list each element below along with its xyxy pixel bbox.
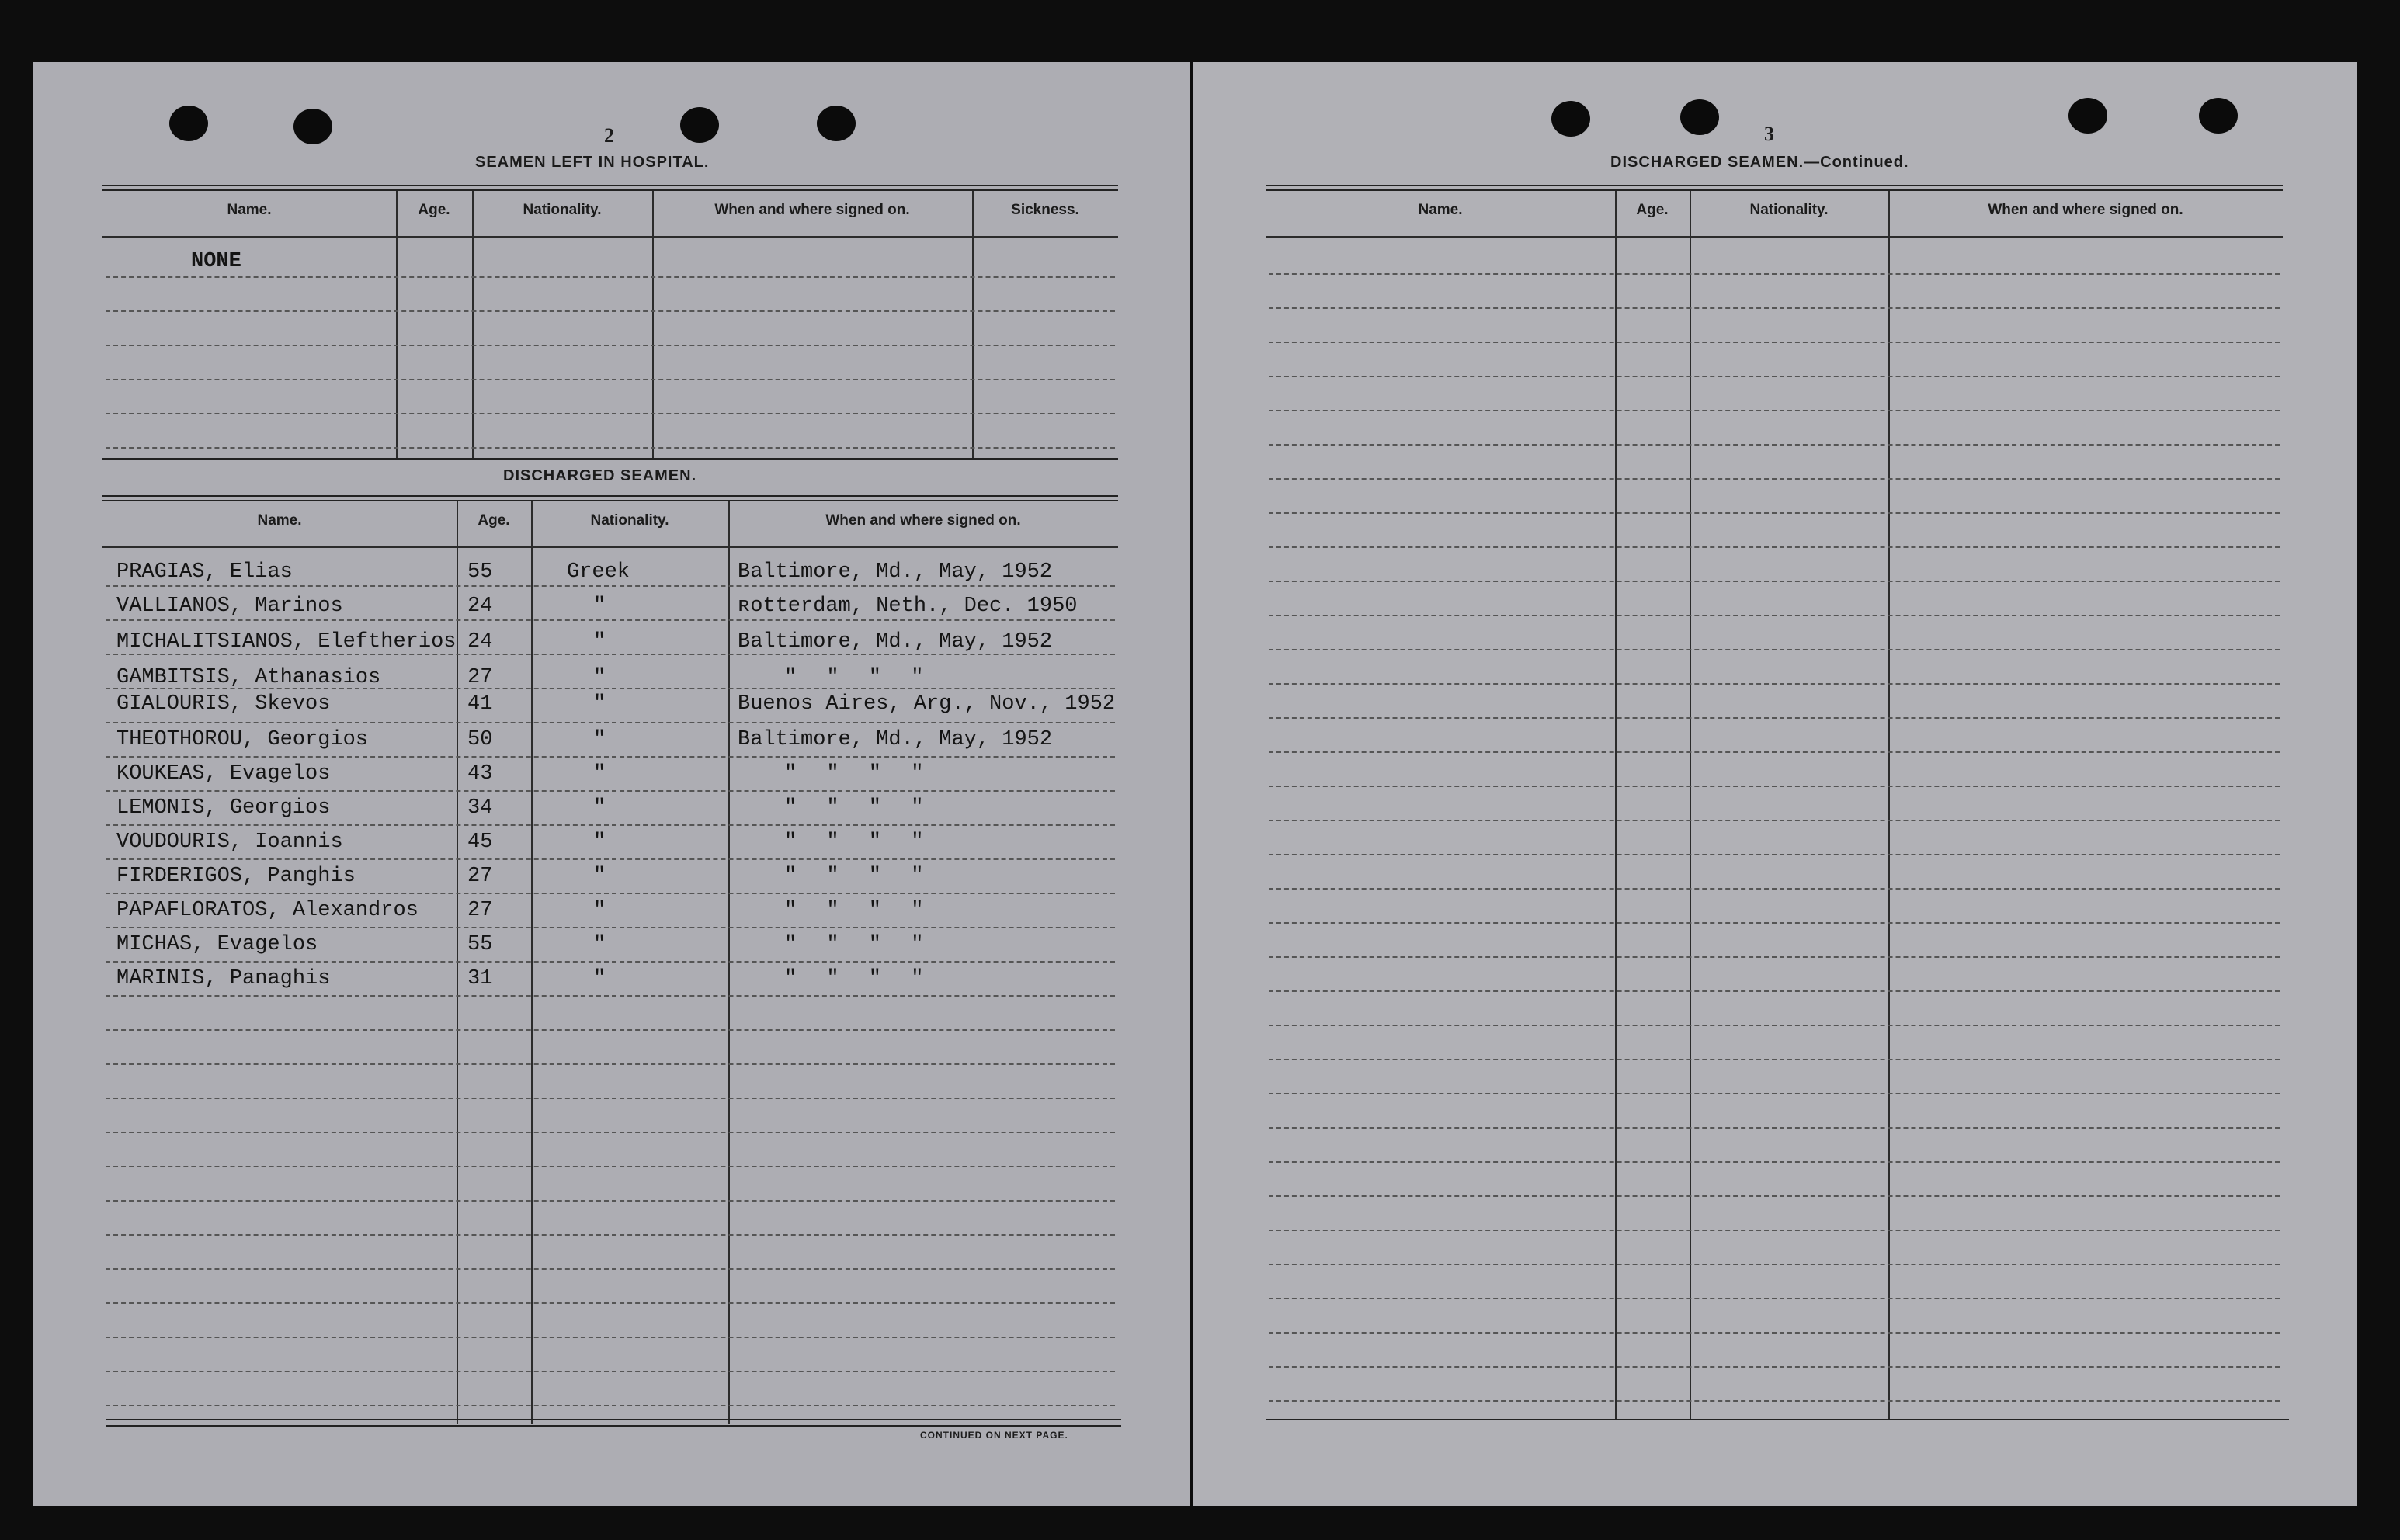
row-rule — [1269, 1264, 2280, 1265]
left-page — [33, 62, 1190, 1506]
seaman-nationality: " — [593, 796, 606, 820]
row-rule — [1269, 444, 2280, 446]
table-top-rule — [102, 495, 1118, 497]
table-top-rule — [1266, 189, 2283, 191]
row-rule — [106, 927, 1115, 928]
table-bottom-rule — [1266, 1419, 2289, 1420]
continued-section-title: DISCHARGED SEAMEN.—Continued. — [1610, 154, 1909, 171]
column-header: Nationality. — [1749, 202, 1829, 218]
seaman-age: 50 — [467, 728, 493, 751]
row-rule — [106, 961, 1115, 962]
row-rule — [1269, 786, 2280, 787]
seaman-nationality: " — [593, 967, 606, 990]
seaman-age: 27 — [467, 899, 493, 922]
row-rule — [1269, 1195, 2280, 1197]
seaman-nationality: Greek — [567, 560, 630, 584]
row-rule — [1269, 1127, 2280, 1129]
seaman-age: 24 — [467, 595, 493, 618]
row-rule — [106, 1166, 1115, 1167]
table-bottom-rule — [106, 1425, 1121, 1427]
column-header: Age. — [418, 202, 450, 218]
column-header: When and where signed on. — [825, 512, 1021, 529]
signed-on: " " " " — [784, 796, 924, 820]
signed-on: " " " " — [784, 831, 924, 854]
seaman-nationality: " — [593, 666, 606, 689]
table-bottom-rule — [102, 458, 1118, 460]
seaman-age: 55 — [467, 560, 493, 584]
column-header: Name. — [1418, 202, 1463, 218]
column-header: Name. — [227, 202, 272, 218]
signed-on: Baltimore, Md., May, 1952 — [738, 560, 1053, 584]
row-rule — [106, 345, 1115, 346]
row-rule — [106, 1132, 1115, 1133]
seaman-age: 41 — [467, 692, 493, 716]
seaman-name: FIRDERIGOS, Panghis — [116, 865, 356, 888]
header-rule — [1266, 236, 2283, 238]
row-rule — [106, 1200, 1115, 1202]
table-top-rule — [102, 185, 1118, 186]
table-top-rule — [1266, 185, 2283, 186]
row-rule — [1269, 615, 2280, 616]
column-rule — [972, 191, 974, 458]
column-header: Age. — [1636, 202, 1669, 218]
header-rule — [102, 546, 1118, 548]
row-rule — [1269, 1298, 2280, 1299]
column-rule — [396, 191, 398, 458]
row-rule — [106, 858, 1115, 860]
row-rule — [106, 1063, 1115, 1065]
header-rule — [102, 236, 1118, 238]
column-header: When and where signed on. — [714, 202, 910, 218]
row-rule — [106, 995, 1115, 997]
row-rule — [1269, 478, 2280, 480]
signed-on: " " " " — [784, 762, 924, 786]
column-rule — [531, 501, 533, 1424]
signed-on: " " " " — [784, 899, 924, 922]
column-header: Sickness. — [1011, 202, 1079, 218]
column-header: Age. — [478, 512, 510, 529]
row-rule — [106, 1405, 1115, 1406]
row-rule — [1269, 342, 2280, 343]
right-page — [1193, 62, 2357, 1506]
column-rule — [728, 501, 730, 1424]
seaman-name: LEMONIS, Georgios — [116, 796, 331, 820]
signed-on: Baltimore, Md., May, 1952 — [738, 728, 1053, 751]
seaman-name: THEOTHOROU, Georgios — [116, 728, 369, 751]
row-rule — [1269, 512, 2280, 514]
seaman-name: GIALOURIS, Skevos — [116, 692, 331, 716]
continued-note: CONTINUED ON NEXT PAGE. — [920, 1430, 1068, 1441]
row-rule — [1269, 922, 2280, 924]
seaman-nationality: " — [593, 831, 606, 854]
row-rule — [1269, 307, 2280, 309]
column-header: When and where signed on. — [1988, 202, 2183, 218]
row-rule — [106, 756, 1115, 758]
seaman-nationality: " — [593, 630, 606, 654]
row-rule — [106, 1371, 1115, 1372]
seaman-age: 31 — [467, 967, 493, 990]
punch-hole — [1680, 99, 1719, 135]
row-rule — [1269, 1366, 2280, 1368]
seaman-name: MARINIS, Panaghis — [116, 967, 331, 990]
seaman-age: 55 — [467, 933, 493, 956]
punch-hole — [169, 106, 208, 141]
row-rule — [1269, 546, 2280, 548]
row-rule — [106, 790, 1115, 792]
row-rule — [106, 413, 1115, 414]
seaman-age: 43 — [467, 762, 493, 786]
row-rule — [106, 619, 1115, 621]
row-rule — [106, 1234, 1115, 1236]
punch-hole — [680, 107, 719, 143]
seaman-age: 27 — [467, 865, 493, 888]
row-rule — [106, 1337, 1115, 1338]
row-rule — [1269, 1025, 2280, 1026]
row-rule — [106, 310, 1115, 312]
row-rule — [1269, 1230, 2280, 1231]
row-rule — [1269, 410, 2280, 411]
row-rule — [1269, 273, 2280, 275]
row-rule — [1269, 888, 2280, 890]
discharged-section-title: DISCHARGED SEAMEN. — [503, 467, 697, 484]
seaman-nationality: " — [593, 933, 606, 956]
column-rule — [472, 191, 474, 458]
seaman-nationality: " — [593, 692, 606, 716]
table-bottom-rule — [106, 1419, 1121, 1420]
row-rule — [1269, 1059, 2280, 1060]
row-rule — [106, 654, 1115, 655]
hospital-entry: NONE — [191, 250, 241, 273]
row-rule — [106, 276, 1115, 278]
punch-hole — [817, 106, 856, 141]
seaman-age: 27 — [467, 666, 493, 689]
row-rule — [106, 1268, 1115, 1270]
row-rule — [106, 893, 1115, 894]
punch-hole — [1551, 101, 1590, 137]
seaman-age: 24 — [467, 630, 493, 654]
row-rule — [106, 585, 1115, 587]
row-rule — [1269, 1400, 2280, 1402]
seaman-name: PAPAFLORATOS, Alexandros — [116, 899, 419, 922]
seaman-age: 34 — [467, 796, 493, 820]
page-number: 2 — [604, 124, 614, 147]
punch-hole — [2068, 98, 2107, 134]
row-rule — [1269, 990, 2280, 992]
column-rule — [457, 501, 458, 1424]
column-header: Nationality. — [523, 202, 602, 218]
seaman-nationality: " — [593, 899, 606, 922]
signed-on: " " " " — [784, 666, 924, 689]
row-rule — [106, 447, 1115, 449]
row-rule — [106, 1029, 1115, 1031]
seaman-name: VOUDOURIS, Ioannis — [116, 831, 343, 854]
row-rule — [106, 1302, 1115, 1304]
seaman-nationality: " — [593, 865, 606, 888]
column-header: Name. — [257, 512, 302, 529]
table-top-rule — [102, 189, 1118, 191]
row-rule — [106, 824, 1115, 826]
signed-on: Baltimore, Md., May, 1952 — [738, 630, 1053, 654]
row-rule — [1269, 1093, 2280, 1094]
seaman-name: GAMBITSIS, Athanasios — [116, 666, 381, 689]
row-rule — [1269, 717, 2280, 719]
seaman-name: MICHALITSIANOS, Eleftherios — [116, 630, 457, 654]
punch-hole — [2199, 98, 2238, 134]
row-rule — [1269, 751, 2280, 753]
seaman-name: KOUKEAS, Evagelos — [116, 762, 331, 786]
seaman-name: MICHAS, Evagelos — [116, 933, 318, 956]
row-rule — [1269, 376, 2280, 377]
row-rule — [1269, 581, 2280, 582]
column-header: Nationality. — [590, 512, 669, 529]
signed-on: " " " " — [784, 865, 924, 888]
hospital-section-title: SEAMEN LEFT IN HOSPITAL. — [475, 154, 710, 171]
seaman-name: PRAGIAS, Elias — [116, 560, 293, 584]
table-top-rule — [102, 500, 1118, 501]
page-number: 3 — [1764, 123, 1774, 145]
row-rule — [1269, 820, 2280, 821]
row-rule — [1269, 854, 2280, 855]
row-rule — [1269, 1161, 2280, 1163]
seaman-nationality: " — [593, 728, 606, 751]
signed-on: ʀotterdam, Neth., Dec. 1950 — [738, 595, 1078, 618]
row-rule — [106, 722, 1115, 723]
row-rule — [1269, 1332, 2280, 1334]
seaman-name: VALLIANOS, Marinos — [116, 595, 343, 618]
row-rule — [1269, 649, 2280, 650]
column-rule — [652, 191, 654, 458]
signed-on: " " " " — [784, 933, 924, 956]
seaman-age: 45 — [467, 831, 493, 854]
signed-on: Buenos Aires, Arg., Nov., 1952 — [738, 692, 1116, 716]
row-rule — [106, 379, 1115, 380]
seaman-nationality: " — [593, 762, 606, 786]
seaman-nationality: " — [593, 595, 606, 618]
row-rule — [1269, 956, 2280, 958]
row-rule — [1269, 683, 2280, 685]
row-rule — [106, 1098, 1115, 1099]
punch-hole — [293, 109, 332, 144]
signed-on: " " " " — [784, 967, 924, 990]
